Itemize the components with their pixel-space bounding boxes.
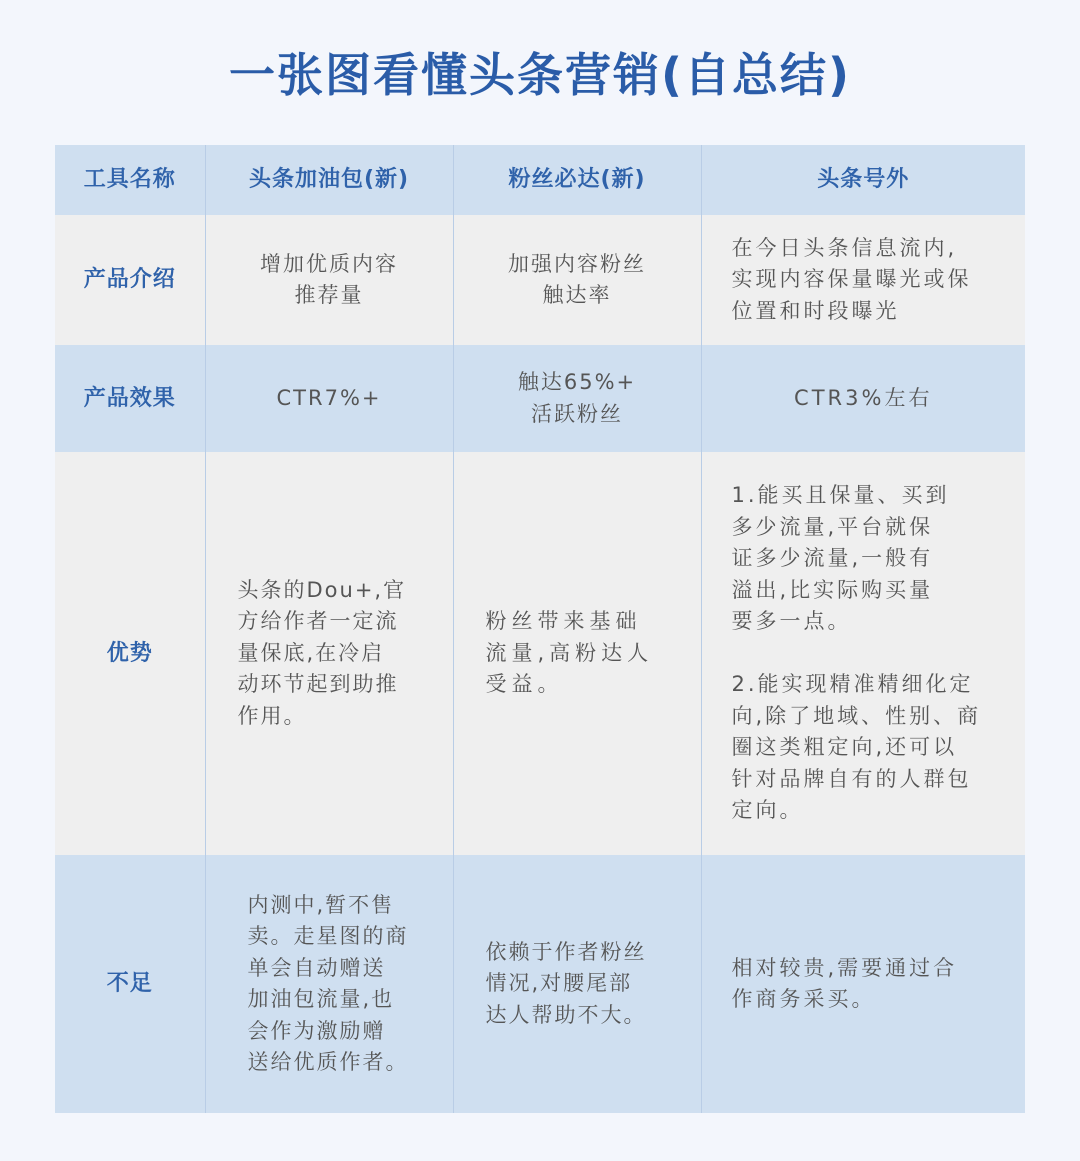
row-label: 优势 (55, 452, 205, 855)
row-label: 产品介绍 (55, 215, 205, 345)
header-cell: 头条加油包(新) (205, 145, 453, 215)
table-cell: 1.能买且保量、买到 多少流量,平台就保 证多少流量,一般有 溢出,比实际购买量 要多一点。 2.能实现精准精细化定 向,除了地域、性别、商 圈这类粗定向,还可以 针对品牌自有的人群包 定向。 (701, 452, 1025, 855)
page-title: 一张图看懂头条营销(自总结) (228, 48, 852, 102)
table-row (55, 452, 1025, 855)
table-cell: 内测中,暂不售 卖。走星图的商 单会自动赠送 加油包流量,也 会作为激励赠 送给优质作者。 (205, 855, 453, 1113)
table-cell: 触达65%+ 活跃粉丝 (453, 345, 701, 452)
header-cell: 头条号外 (701, 145, 1025, 215)
table-cell: 粉丝带来基础 流量,高粉达人 受益。 (453, 452, 701, 855)
table-cell: 增加优质内容 推荐量 (205, 215, 453, 345)
table-cell: CTR3%左右 (701, 345, 1025, 452)
table-cell: 加强内容粉丝 触达率 (453, 215, 701, 345)
table-cell: CTR7%+ (205, 345, 453, 452)
table-row (55, 345, 1025, 452)
comparison-table (55, 145, 1025, 1113)
header-cell: 工具名称 (55, 145, 205, 215)
table-cell: 在今日头条信息流内, 实现内容保量曝光或保 位置和时段曝光 (701, 215, 1025, 345)
table-cell: 相对较贵,需要通过合 作商务采买。 (701, 855, 1025, 1113)
header-cell: 粉丝必达(新) (453, 145, 701, 215)
table-row (55, 215, 1025, 345)
row-label: 产品效果 (55, 345, 205, 452)
row-label: 不足 (55, 855, 205, 1113)
table-cell: 头条的Dou+,官 方给作者一定流 量保底,在冷启 动环节起到助推 作用。 (205, 452, 453, 855)
table-row (55, 855, 1025, 1113)
table-cell: 依赖于作者粉丝 情况,对腰尾部 达人帮助不大。 (453, 855, 701, 1113)
table-header-row (55, 145, 1025, 215)
